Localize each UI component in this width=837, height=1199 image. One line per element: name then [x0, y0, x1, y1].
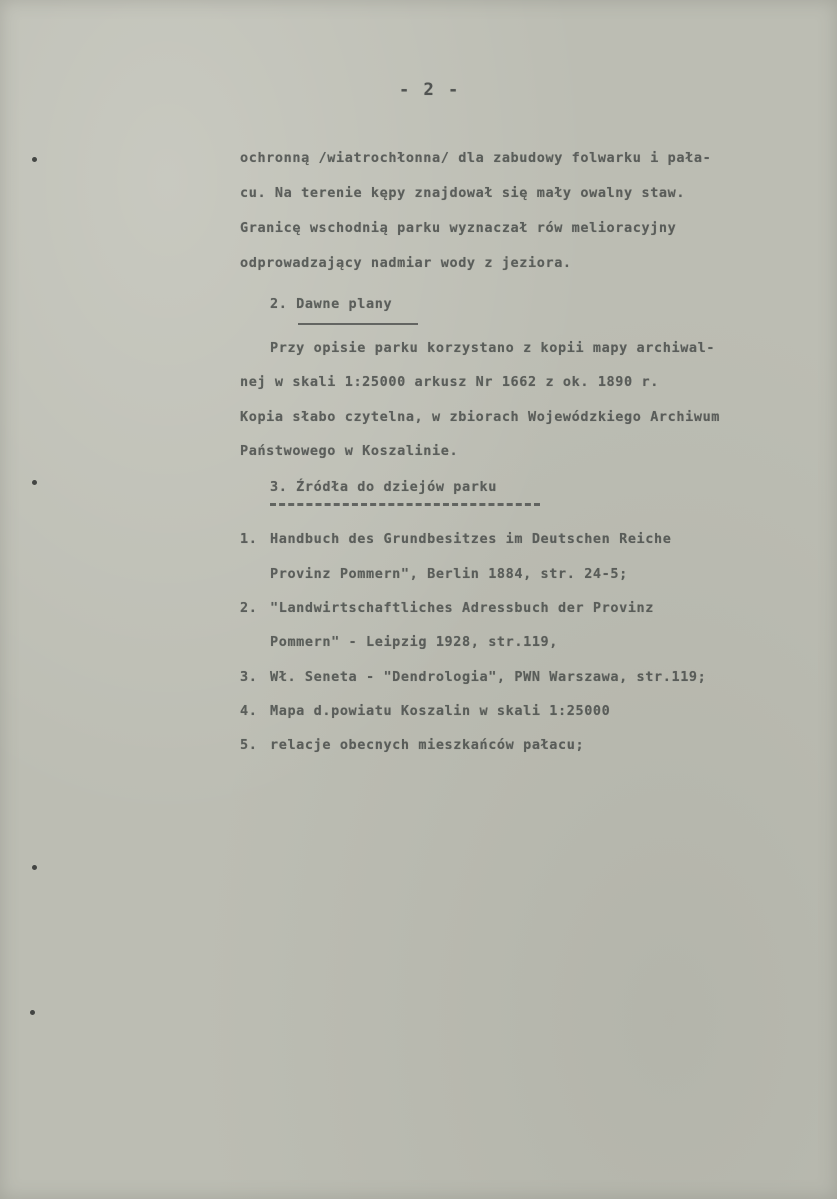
paragraph-line: odprowadzający nadmiar wody z jeziora.: [240, 255, 572, 271]
paragraph-line: Państwowego w Koszalinie.: [240, 443, 459, 459]
page-number: - 2 -: [399, 80, 461, 100]
source-number: 2.: [240, 600, 258, 616]
punch-hole-mark: [32, 865, 37, 870]
source-line: Provinz Pommern", Berlin 1884, str. 24-5;: [270, 566, 628, 582]
source-number: 4.: [240, 703, 258, 719]
source-line: Mapa d.powiatu Koszalin w skali 1:25000: [270, 703, 611, 719]
paragraph-line: nej w skali 1:25000 arkusz Nr 1662 z ok. 1890 r.: [240, 374, 659, 390]
punch-hole-mark: [30, 1010, 35, 1015]
paragraph-line: ochronną /wiatrochłonna/ dla zabudowy folwarku i pała-: [240, 150, 712, 166]
source-line: Wł. Seneta - "Dendrologia", PWN Warszawa, str.119;: [270, 669, 707, 685]
section-heading: 2. Dawne plany: [270, 296, 393, 312]
heading-underline: [298, 323, 418, 325]
source-line: Pommern" - Leipzig 1928, str.119,: [270, 634, 559, 650]
source-line: Handbuch des Grundbesitzes im Deutschen Reiche: [270, 531, 672, 547]
source-number: 1.: [240, 531, 258, 547]
punch-hole-mark: [32, 157, 37, 162]
source-line: "Landwirtschaftliches Adressbuch der Provinz: [270, 600, 655, 616]
heading-underline: [270, 503, 540, 506]
source-number: 3.: [240, 669, 258, 685]
punch-hole-mark: [32, 480, 37, 485]
paragraph-line: cu. Na terenie kępy znajdował się mały owalny staw.: [240, 185, 686, 201]
source-number: 5.: [240, 737, 258, 753]
paragraph-line: Przy opisie parku korzystano z kopii mapy archiwal-: [270, 340, 716, 356]
paragraph-line: Granicę wschodnią parku wyznaczał rów melioracyjny: [240, 220, 677, 236]
paragraph-line: Kopia słabo czytelna, w zbiorach Wojewódzkiego Archiwum: [240, 409, 721, 425]
source-line: relacje obecnych mieszkańców pałacu;: [270, 737, 585, 753]
section-heading: 3. Źródła do dziejów parku: [270, 479, 497, 495]
